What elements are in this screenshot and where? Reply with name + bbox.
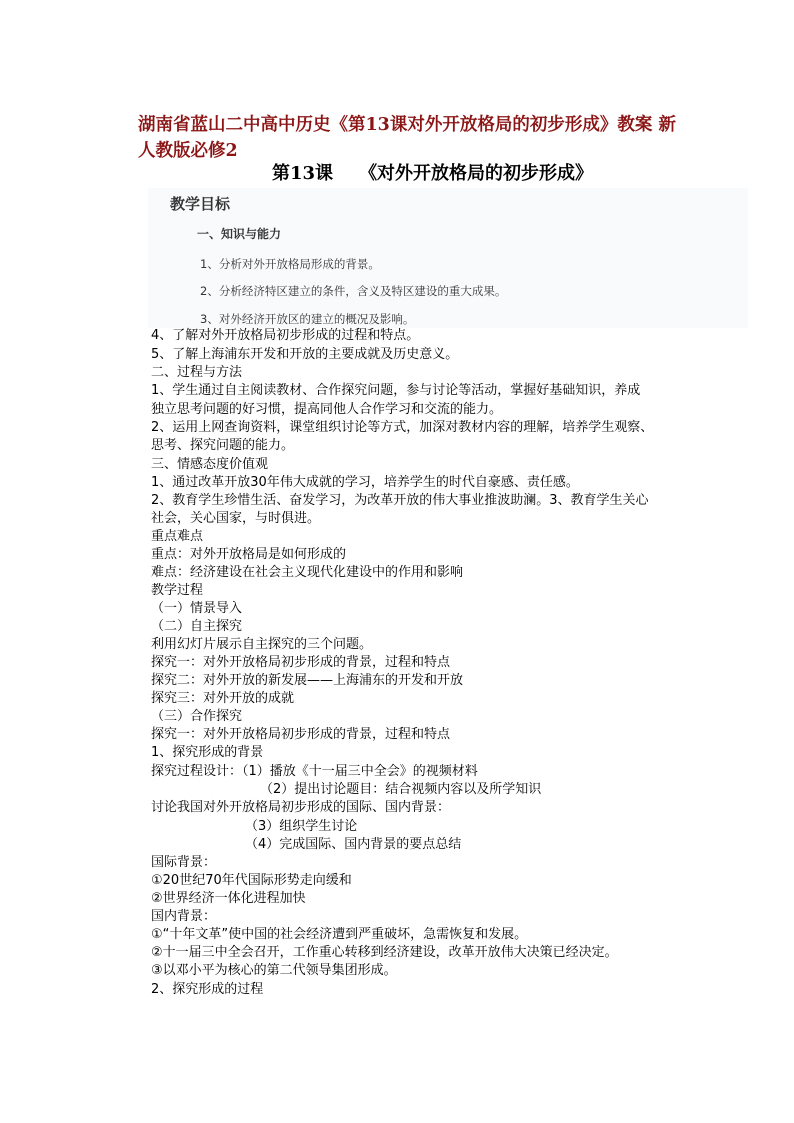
knowledge-ability-subheading: 一、知识与能力 <box>197 227 282 241</box>
body-line: ②世界经济一体化进程加快 <box>151 891 306 906</box>
body-line: ①20世纪70年代国际形势走向缓和 <box>151 873 352 888</box>
body-line: 利用幻灯片展示自主探究的三个问题。 <box>151 637 373 652</box>
body-line: 1、通过改革开放30年伟大成就的学习，培养学生的时代自豪感、责任感。 <box>151 475 579 490</box>
goal-item: 3、对外经济开放区的建立的概况及影响。 <box>200 312 415 326</box>
body-line: 社会，关心国家，与时俱进。 <box>151 511 321 526</box>
body-line: ①“十年文革”使中国的社会经济遭到严重破坏，急需恢复和发展。 <box>151 927 528 942</box>
body-line: 2、教育学生珍惜生活、奋发学习，为改革开放的伟大事业推波助澜。3、教育学生关心 <box>151 493 649 508</box>
body-line: （4）完成国际、国内背景的要点总结 <box>245 837 462 852</box>
body-line: 国际背景： <box>151 855 217 870</box>
body-line: 难点：经济建设在社会主义现代化建设中的作用和影响 <box>151 565 464 580</box>
goal-item: 1、分析对外开放格局形成的背景。 <box>200 257 380 271</box>
body-line: 探究过程设计：（1）播放《十一届三中全会》的视频材料 <box>151 764 478 779</box>
body-line: 1、学生通过自主阅读教材、合作探究问题，参与讨论等活动，掌握好基础知识，养成 <box>151 383 641 398</box>
body-line: ③以邓小平为核心的第二代领导集团形成。 <box>151 963 397 978</box>
section-heading: 三、情感态度价值观 <box>151 457 269 472</box>
body-line: 探究二：对外开放的新发展——上海浦东的开发和开放 <box>151 673 464 688</box>
section-heading: 教学过程 <box>151 583 204 598</box>
lesson-name: 《对外开放格局的初步形成》 <box>359 163 594 184</box>
document-title: 湖南省蓝山二中高中历史《第13课对外开放格局的初步形成》教案 新人教版必修2 <box>138 115 676 161</box>
body-line: 2、运用上网查询资料，课堂组织讨论等方式，加深对教材内容的理解，培养学生观察、 <box>151 420 654 435</box>
body-line: 探究一：对外开放格局初步形成的背景，过程和特点 <box>151 655 451 670</box>
body-line: （3）组织学生讨论 <box>245 819 358 834</box>
body-line: （一）情景导入 <box>151 601 243 616</box>
section-heading: 重点难点 <box>151 529 204 544</box>
body-line: 探究三：对外开放的成就 <box>151 691 295 706</box>
body-line: 国内背景： <box>151 909 217 924</box>
body-line: 思考、探究问题的能力。 <box>151 438 295 453</box>
body-line: 讨论我国对外开放格局初步形成的国际、国内背景： <box>151 800 451 815</box>
body-line: （2）提出讨论题目：结合视频内容以及所学知识 <box>260 782 542 797</box>
body-line: （三）合作探究 <box>151 709 243 724</box>
body-line: 4、了解对外开放格局初步形成的过程和特点。 <box>151 328 420 343</box>
teaching-goals-heading: 教学目标 <box>170 195 231 213</box>
body-line: （二）自主探究 <box>151 619 243 634</box>
body-line: 1、探究形成的背景 <box>151 745 264 760</box>
body-line: 5、了解上海浦东开发和开放的主要成就及历史意义。 <box>151 347 459 362</box>
section-heading: 二、过程与方法 <box>151 365 243 380</box>
body-line: 2、探究形成的过程 <box>151 982 264 997</box>
body-line: 探究一：对外开放格局初步形成的背景，过程和特点 <box>151 727 451 742</box>
lesson-number: 第13课 <box>272 163 334 184</box>
body-line: ②十一届三中全会召开，工作重心转移到经济建设，改革开放伟大决策已经决定。 <box>151 945 618 960</box>
body-line: 重点：对外开放格局是如何形成的 <box>151 547 347 562</box>
lesson-title <box>272 161 692 187</box>
goal-item: 2、分析经济特区建立的条件，含义及特区建设的重大成果。 <box>200 284 507 298</box>
body-line: 独立思考问题的好习惯，提高同他人合作学习和交流的能力。 <box>151 402 503 417</box>
